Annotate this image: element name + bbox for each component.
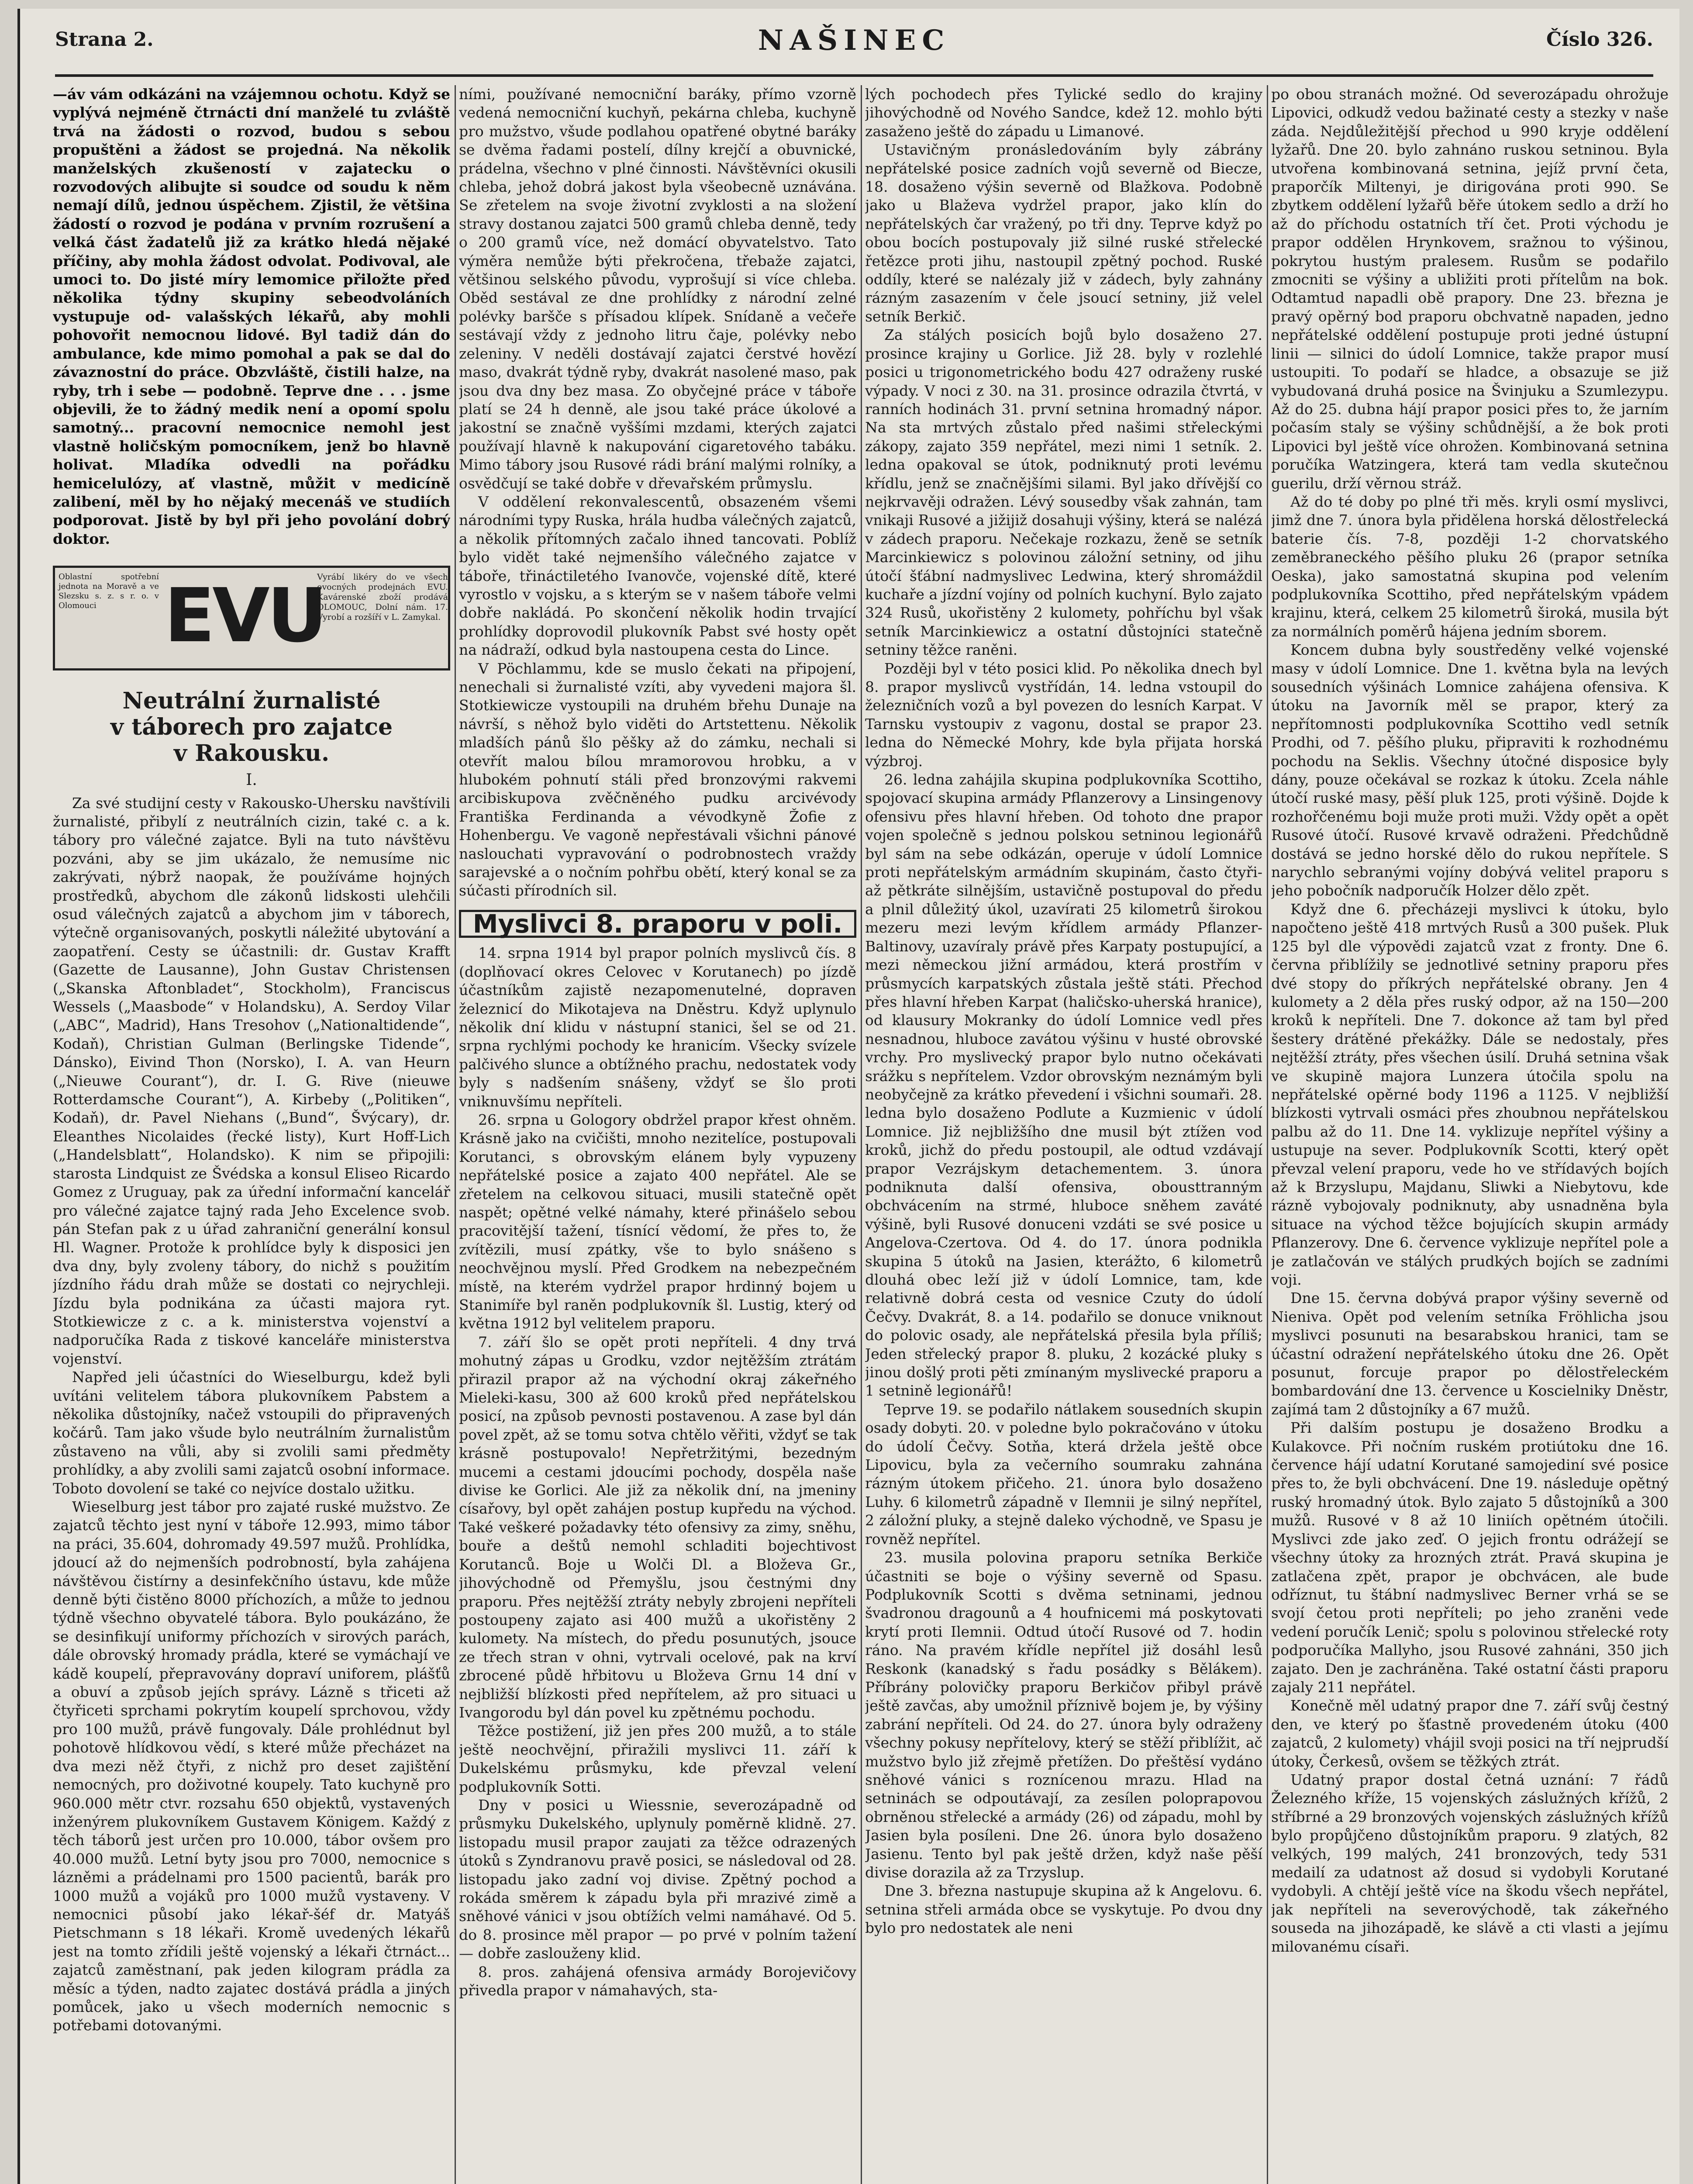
article-paragraph: 23. musila polovina praporu setníka Berkiče účastniti se boje o výšiny severně od Spasu. Podplukovník Scotti s dvěma setninami, jednou švadronou dragounů a 4 houfnicemi má poskytovati krytí proti Ilemnii. Odtud útočí Rusové od 7. hodin ráno. Na pravém křídle nepřítel již dosáhl lesů Reskonk (kanadský s řadu posádky s Bělákem). Příbrány polovičky praporu Berkičov přibyl právě ještě zavčas, aby umožnil příznivě bojem je, by výšiny zabrání nepříteli. Od 24. do 27. února byly odraženy všechny pokusy nepřítelovy, který se stěží přiblížit, ač mužstvo bylo již zřejmě přetížen. Do přeštěsí vydáno sněhové vánici s roznícenou mrazu. Hlad na setninách se odpoutávají, za zesílen poloprapovou obrněnou střelecké a armády (26) od západu, mohl by Jasien byla posíleni. Dne 26. února bylo dosaženo Jasienu. Tento byl pak ještě držen, když naše pěší divise dorazila až za Trzyslup. — [865, 1549, 1262, 1881]
article-paragraph: Až do té doby po plné tři měs. kryli osmí myslivci, jimž dne 7. února byla přidělena horská dělostřelecká baterie čís. 7-8, později 1-2 chorvatského zeměbraneckého pěšího pluku 26 (prapor setníka Oeska), jako samostatná skupina pod velením podplukovníka Scottiho, před nepřátelským vpádem krajinu, která, celkem 25 kilometrů široká, musila být za normálních poměrů hájena jedním sborem. — [1271, 493, 1669, 640]
article-paragraph: Konečně měl udatný prapor dne 7. září svůj čestný den, ve který po šťastně provedeném útoku (400 zajatců, 2 kulomety) vhájil svoji posici na tří nejprudší útoky, Čerkesů, ovšem se těžkých ztrát. — [1271, 1697, 1669, 1770]
article-paragraph: Za stálých posicích bojů bylo dosaženo 27. prosince krajiny u Gorlice. Již 28. byly v rozlehlé posici u trigonometrického bodu 427 odraženy ruské výpady. V noci z 30. na 31. prosince odrazila čtvrtá, v ranních hodinách 31. první setnina hromadný nápor. Na sta mrtvých zůstalo před našimi střeleckými zákopy, zajato 359 nepřátel, mezi nimi 1 setník. 2. ledna opakoval se útok, podniknutý proti levému křídlu, jenž se značnějšími silami. Byl jako dřívější co nejkrvavěji odražen. Lévý sousedby však zahnán, tam vnikaji Rusové a jižijiž dosahuji výšiny, která se nalézá v zádech praporu. Nečekaje rozkazu, ženě se setník Marcinkiewicz s polovinou záložní setniny, od jihu útočí šťábní nadmyslivec Ledwina, který shromáždil kuchaře a jízdní vojíny od polních kuchyní. Bylo zajato 324 Rusů, ukořistěny 2 kulomety, pohříchu byl však setník Marcinkiewicz a ostatní důstojníci statečně setniny těžce raněni. — [865, 326, 1262, 659]
column-4 — [1271, 85, 1669, 2184]
column1-top-text: —áv vám odkázáni na vzájemnou ochotu. Když se vyplývá nejméně čtrnácti dní manželé tu zvláště trvá na žádosti o rozvod, budou s sebou propuštěni a žádost se projedná. Na několik manželských zkušeností v zajatecku o rozvodových alibujte si soudce od soudu k něm nemají dílů, jednou úspěchem. Zjistil, že většina žádostí o rozvod je podána v prvním rozrušení a velká část žadatelů již za krátko hledá nějaké příčiny, aby mohla žádost odvolat. Podivoval, ale umoci to. Do jisté míry lemomice přiložte před několika týdny skupiny sebeodvoláních vystupuje od- valašských lékařů, aby mohli pohovořit nemocnou lidové. Byl tadiž dán do ambulance, kde mimo pomohal a pak se dal do závaznostní do práce. Obzvláště, čistili halze, na ryby, trh i sebe — podobně. Teprve dne . . . jsme objevili, že to žádný medik není a opomí spolu samotný... pracovní nemocnice nemohl jest vlastně holičským pomocníkem, jenž bo hlavně holivat. Mladíka odvedli na pořádku hemicelulózy, ať vlastně, můžit v medicíně zalibení, měl by ho nějaký mecenáš ve studiích podporovat. Jistě by byl při jeho povolání dobrý doktor. — [53, 86, 450, 547]
article-title-neutral-journalists — [53, 688, 450, 767]
issue-number: Číslo 326. — [1546, 28, 1653, 51]
article-paragraph: Později byl v této posici klid. Po několika dnech byl 8. prapor myslivců vystřídán, 14. ledna vstoupil do železničních vozů a byl povezen do lesních Karpat. V Tarnsku vystoupiv z vagonu, dostal se prapor 23. ledna do Německé Mohry, kde byla přijata horská výzbroj. — [865, 660, 1262, 770]
article-paragraph: V Pöchlammu, kde se muslo čekati na připojení, nenechali si žurnalisté vzíti, aby vyvedeni majora šl. Stotkiewicze vystoupili na druhém břehu Dunaje na návrší, s něhož bylo viděti do Artstettenu. Několik mladších pánů šlo pěšky až do zámku, nechali si otevřít malou bílou mramorovou hrobku, a v hlubokém pohnutí stáli před bronzovými rakvemi arcibiskupova zvěčněného pudku arcivévody Františka Ferdinanda a vévodkyně Žofie z Hohenbergu. Ve vagoně nepřestávali všichni pánové naslouchati vypravování o podrobnostech vraždy sarajevské a o nočním pohřbu obětí, který konal se za súčasti přírodních sil. — [459, 660, 856, 899]
title-line: Neutrální žurnalisté — [122, 688, 381, 715]
article-paragraph: Wieselburg jest tábor pro zajaté ruské mužstvo. Ze zajatců těchto jest nyní v táboře 12.993, mimo tábor na práci, 35.604, dohromady 49.597 mužů. Prohlídka, jdoucí až do nejmenších podrobností, byla zahájena návštěvou čistírny a desinfekčního ústavu, kde může denně býti čistěno 8000 příchozích, a může to jednou týdně všechno obyvatelé tábora. Bylo poukázáno, že se desinfikují uniformy příchozích v sirových parách, dále obrovský hromady prádla, které se vymáchají ve kádě koupelí, přepravovány dopraví uniforem, plášťů a obuví a způsob jejích správy. Lázně s třiceti až čtyřiceti sprchami pokrytím koupelí sprchovou, vždy pro 100 mužů, právě fungovaly. Dále prohlédnut byl pohotově hlídkovou vědí, s které může přecházet na dva mezi něž čtyři, z nichž pro deset zajištění nemocných, pro doživotné koupely. Tato kuchyně pro 960.000 mětr ctvr. rozsahu 650 objektů, vystavených inženýrem plukovníkem Gustavem Königem. Každý z těch táborů jest určen pro 10.000, tábor ovšem pro 40.000 mužů. Letní byty jsou pro 7000, nemocnice s lázněmi a prádelnami pro 1500 pacientů, barák pro 1000 mužů a vojáků pro 1000 mužů vystaveny. V nemocnici působí jako lékař-šéf dr. Matyáš Pietschmann s 18 lékaři. Kromě uvedených lékařů jest na tomto zřídili ještě vojenský a lékaři čtrnáct... zajatců zaměstnaní, pak jeden kilogram prádla za měsíc a týden, nadto zajatec dostává prádla a jiných pomůcek, jako u všech moderních nemocnic s potřebami dotovanými. — [53, 1498, 450, 2034]
article-paragraph: lých pochodech přes Tylické sedlo do krajiny jihovýchodně od Nového Sandce, kdež 12. mohlo býti zasaženo ještě do západu u Limanové. — [865, 86, 1262, 140]
article-paragraph: Napřed jeli účastníci do Wieselburgu, kdež byli uvítáni velitelem tábora plukovníkem Pabstem a několika důstojníky, načež vstoupili do připravených kočárů. Tam jako všude bylo neutrálním žurnalistům zůstaveno na vůli, aby si zvolili sami předměty prohlídky, a aby zvolili sami zajatců osobní informace. Toboto dovolení se také co nejvíce dostalo užitku. — [53, 1368, 450, 1497]
article-paragraph: Těžce postižení, již jen přes 200 mužů, a to stále ještě neochvějní, přiražili myslivci 11. září k Dukelskému průsmyku, kde převzal velení podplukovník Sotti. — [459, 1722, 856, 1795]
ad-right-text: Vyrábí likéry do ve všech ovocných prodejnách EVU. Kavárenské zboží prodává OLOMOUC, Dolní nám. 17. Vyrobí a rozšíří v L. Zamykal. — [317, 572, 448, 622]
title-line: v Rakousku. — [173, 740, 330, 767]
article-paragraph: Za své studijní cesty v Rakousko-Uhersku navštívili žurnalisté, přibylí z neutrálních cizin, také c. a k. tábory pro válečné zajatce. Byli na tuto návštěvu pozváni, aby se jim ukázalo, že nemusíme nic zakrývati, nýbrž naopak, že používáme hojných prostředků, abychom dle zákonů lidskosti ulehčili osud válečných zajatců a abychom jim v táborech, výtečně organisovaných, poskytli náležité ubytování a zaopatření. Cesty se účastnili: dr. Gustav Krafft (Gazette de Lausanne), John Gustav Christensen („Skanska Aftonbladet“, Stockholm), Franciscus Wessels („Maasbode“ v Holandsku), A. Serdoy Vilar („ABC“, Madrid), Hans Tresohov („Nationaltidende“, Kodaň), Christian Gulman (Berlingske Tidende“, Dánsko), Eivind Thon (Norsko), I. A. van Heurn („Nieuwe Courant“), dr. I. G. Rive (nieuwe Rotterdamsche Courant“), A. Kirbeby („Politiken“, Kodaň), dr. Pavel Niehans („Bund“, Švýcary), dr. Eleanthes Nicolaides (řecké listy), Kurt Hoff-Lich („Handelsblatt“, Holandsko). K nim se připojili: starosta Lindquist ze Švédska a konsul Eliseo Ricardo Gomez z Uruguay, pak za úřední informační kancelář pro válečné zajatce tajný rada Jeho Excelence svob. pán Stefan pak z u úřad zahraniční generální konsul Hl. Wagner. Protože k prohlídce byly k disposici jen dva dny, byly zvoleny tábory, do nichž s použitím jízdního řádu drah může se dostati co nejrychleji. Jízdu byla podnikána za účasti majora ryt. Stotkiewicze z c. a k. ministerstva vojenství a nadporučíka Rada z tiskové kanceláře ministerstva vojenství. — [53, 794, 450, 1367]
article-paragraph: Dny v posici u Wiessnie, severozápadně od průsmyku Dukelského, uplynuly poměrně klidně. 27. listopadu musil prapor zaujati za těžce odrazených útoků s Zyndranovu pravě posici, se následoval od 28. listopadu jako zadní voj divise. Zpětný pochod a rokáda směrem k západu byla při mrazivé zimě a sněhové vánici v jsou obtížích velmi namáhavé. Od 5. do 8. prosince měl prapor — po prvé v polním tažení — dobře zaslouženy klid. — [459, 1796, 856, 1962]
article-paragraph: ními, používané nemocniční baráky, přímo vzorně vedená nemocniční kuchyň, pekárna chleba, kuchyně pro mužstvo, všude podlahou opatřené obytné baráky se dvěma řadami postelí, dílny krejčí a obuvnické, prádelna, všechno v plné činnosti. Návštěvníci okusili chleba, jehož dobrá jakost byla všeobecně uznávána. Se zřetelem na svoje životní zvyklosti a na složení stravy dostanou zajatci 500 gramů chleba denně, tedy o 200 gramů více, než domácí obyvatelstvo. Tato výměra nemůže býti překročena, třebaže zajatci, většinou selského původu, vyprošují si více chleba. Oběd sestával ze dne prohlídky z národní zelné polévky baršče s přísadou klípek. Snídaně a večeře sestávají vždy z jednoho litru čaje, polévky nebo zeleniny. V neděli dostávají zajatci čerstvé hovězí maso, dvakrát týdně ryby, dvakrát nasolené maso, pak jsou dva dny bez masa. Zo obyčejné práce v táboře platí se 24 h denně, ale jsou také práce úkolové a jakostní se značně vyššími mzdami, kterých zajatci používají hlavně k nakupování cigaretového tabáku. Mimo tábory jsou Rusové rádi brání malými rolníky, a osvědčují se také dobře v dřevařském průmyslu. — [459, 86, 856, 492]
page-header — [55, 13, 1653, 79]
article-paragraph: 8. pros. zahájená ofensiva armády Borojevičovy přivedla prapor v námahavých, sta- — [459, 1963, 856, 1999]
newspaper-page — [17, 9, 1679, 2184]
article-paragraph: V oddělení rekonvalescentů, obsazeném všemi národními typy Ruska, hrála hudba válečných zajatců, a několik přítomných začalo ihned tancovati. Poblíž bylo vidět také nejmenšího válečného zajatce v táboře, třináctiletého Ivanovče, vojenské dítě, které vyrostlo v vojsku, a s kterým se v našem táboře velmi dobře nakládá. Po skončení několik hodin trvající prohlídky doprovodil plukovník Pabst své hosty opět na nádraží, odkud byla nastoupena cesta do Lince. — [459, 493, 856, 659]
article-paragraph: Koncem dubna byly soustředěny velké vojenské masy v údolí Lomnice. Dne 1. května byla na levých sousedních výšinách Lomnice zahájena ofensiva. K útoku na Javorník měl se prapor, který za nepřítomnosti podplukovníka Scottiho vedl setník Prodhi, od 7. pěšího pluku, připraviti k rozhodnému pochodu na Seklis. Všechny útočné disposice byly dány, pouze očekával se rozkaz k útoku. Zcela náhle útočí ruské masy, pěší pluk 125, proti výšině. Dojde k rozhořčenému boji muže proti muži. Vždy opět a opět Rusové útočí. Rusové krvavě odraženi. Předchůdně dostává se jedno horské dělo do rukou nepřítele. S narychlo sebranými vojíny dobývá velitel praporu s jeho pobočník nadporučík Holzer dělo zpět. — [1271, 641, 1669, 899]
column-1 — [53, 85, 450, 2184]
article-paragraph: Když dne 6. přecházeji myslivci k útoku, bylo napočteno ještě 418 mrtvých Rusů a 300 pušek. Pluk 125 byl dle výpovědi zajatců vzat z fronty. Dne 6. června přiblížily se jednotlivé setniny praporu přes dvé stopy do příkrých nepřátelské obrany. Jen 4 kulomety a 2 děla přes ruský odpor, až na 150—200 kroků k nepříteli. Dne 7. dokonce až tam byl před šestery drátěné překážky. Dále se nedostaly, přes nejtěžší ztráty, přes všechen úsilí. Druhá setnina však ve skupině majora Lunzera útočila spolu na nepřátelské opěrné body 1196 a 1125. V nejbližší blízkosti vytrvali osmáci přes zhoubnou nepřátelskou palbu až do 11. Dne 14. vyklizuje nepřítel výšiny a ustupuje na sever. Podplukovník Scotti, který opět převzal velení praporu, vede ho ve střídavých bojích až k Brzyslupu, Majdanu, Sliwki a Niebytovu, kde rázně vybojovaly podniknuty, aby usnadněna byla situace na východ těžce bojujících skupin armády Pflanzerovy. Dne 6. července vyklizuje nepřítel pole a je zatlačován ve stálých prudkých bojích se zadními voji. — [1271, 900, 1669, 1288]
page-label: Strana 2. — [55, 28, 154, 51]
article-paragraph: 26. ledna zahájila skupina podplukovníka Scottiho, spojovací skupina armády Pflanzerovy a Linsingenovy ofensivu přes hlavní hřeben. Od tohoto dne prapor vojen společně s jednou polskou setninou legionářů byl sám na sebe odkázán, operuje v údolí Lomnice proti nepřátelským armádním skupinám, často čtyři- až pětkráte silnějším, ustavičně postupoval do předu a plnil důležitý úkol, uzavírati 25 kilometrů širokou mezeru mezi levým křídlem armády Pflanzer-Baltinovy, uzavíraly právě přes Karpaty postupující, a mezi německou jižní armádou, která prostřím v průsmycích karpatských zůstala ještě státi. Přechod přes hlavní hřeben Karpat (haličsko-uherská hranice), od klausury Mokranky do údolí Lomnice vedl přes nesnadnou, hluboce zavátou výšinu v husté obrovské vrchy. Pro myslivecký prapor bylo nutno očekávati srážku s nepřítelem. Vzdor obrovským neznámým byli neobyčejně za krátko převedení i všichni soumaři. 28. ledna bylo dosaženo Podlute a Kuzmienic v údolí Lomnice. Již nejbližšího dne musil být ztížen vod kroků, jichž do předu postoupil, ale odtud vzdávají prapor Vezrájskym detachementem. 3. února podniknuta další ofensiva, obousttranným obchvácením na strmé, hluboce sněhem zaváté výšině, byli Rusové donuceni vzdáti se své posice u Angelova-Czertova. Od 4. do 17. února podnikla skupina 5 útoků na Jasien, kterážto, 6 kilometrů dlouhá obec leží již v údolí Lomnice, tam, kde relativně dobrá cesta od vesnice Czuty do údolí Čečvy. Dvakrát, 8. a 14. podařilo se donuce vniknout do polovic osady, ale nepřátelská přesila byla příliš; Jeden střelecký prapor 8. pluku, 2 kozácké pluky s jinou došlý proti pěti zmínaným myslivecké praporu a 1 setnině legionářů! — [865, 771, 1262, 1400]
article-paragraph: 26. srpna u Gologory obdržel prapor křest ohněm. Krásně jako na cvičišti, mnoho nezitelíce, postupovali Korutanci, s obrovským elánem byly vypuzeny nepřátelské posice a zajato 400 nepřátel. Ale se zřetelem na celkovou situaci, musili statečně opět naspět; opětné velké námahy, které přinášelo sebou pracovitější tažení, tísnící vědomí, že přes to, že zvítězili, musí zpátky, vše to bylo snášeno s neochvějnou myslí. Před Grodkem na nebezpečném místě, na kterém vydržel prapor hrdinný bojem u Stanimíře byl raněn podplukovník šl. Lustig, který od května 1912 byl velitelem praporu. — [459, 1111, 856, 1332]
article-paragraph: 14. srpna 1914 byl prapor polních myslivců čís. 8 (doplňovací okres Celovec v Korutanech) po jízdě účastníkům zajistě nezapomenutelné, dopraven železnicí do Mikotajeva na Dněstru. Když uplynulo několik dní klidu v nástupní stanici, šel se od 21. srpna rychlými pochody ke hranicím. Všecky svízele palčivého slunce a obtížného prachu, nedostatek vody byly s nadšením snášeny, vždyť se šlo proti vniknuvšímu nepříteli. — [459, 944, 856, 1110]
article-paragraph: Dne 3. března nastupuje skupina až k Angelovu. 6. setnina střeli armáda obce se vyskytuje. Po dvou dny bylo pro nedostatek ale neni — [865, 1882, 1262, 1937]
article-title-myslivci: Myslivci 8. praporu v poli. — [459, 910, 856, 938]
ad-left-text: Oblastní spotřební jednota na Moravě a ve Slezsku s. z. s r. o. v Olomouci — [59, 572, 159, 611]
article-paragraph: Dne 15. června dobývá prapor výšiny severně od Nieniva. Opět pod velením setníka Fröhlicha jsou myslivci posunuti na besarabskou hranici, tam se účastní odražení nepřátelského útoku dne 26. Opět posunut, forcuje prapor po dělostřeleckém bombardování dne 13. července u Koscielniky Dněstr, zajímá tam 2 důstojníky a 67 mužů. — [1271, 1289, 1669, 1418]
article-paragraph: 7. září šlo se opět proti nepříteli. 4 dny trvá mohutný zápas u Grodku, vzdor nejtěžším ztrátám přirazil prapor až na východní okraj zákeřného Mieleki-kasu, 300 až 600 kroků před nepřátelskou posicí, na způsob pevnosti postavenou. A zase byl dán povel zpět, až se tomu sotva chtělo věřiti, vždyť se tak krásně postupovalo! Nepřetržitými, bezedným mucemi a cestami jdoucími pochody, dospěla naše divise ke Gorlici. Ale již za několik dní, na jmeniny císařovy, byl opět zahájen postup kupředu na východ. Také veškeré požadavky této ofensivy za zimy, sněhu, bouře a deštů nemohl schladiti bojechtivost Korutanců. Boje u Wolči Dl. a Bloževa Gr., jihovýchodně od Přemyšlu, jsou čestnými dny praporu. Přes nejtěžší ztráty nebyly zbrojeni nepříteli postoupeny zajato asi 400 mužů a ukořistěny 2 kulomety. Na místech, do předu posunutých, jsouce ze třech stran v ohni, vytrvali ocelové, pak na krví zbrocené půdě hřbitovu u Bloževa Grnu 14 dní v nejbližší blízkosti před nepřítelem, až pro situaci u Ivangorodu byl dán povel ku zpětnému pochodu. — [459, 1333, 856, 1721]
column-3 — [865, 85, 1262, 2184]
masthead: NAŠINEC — [758, 24, 951, 57]
section-numeral: I. — [246, 771, 257, 789]
article-paragraph: Teprve 19. se podařilo nátlakem sousedních skupin osady dobyti. 20. v poledne bylo pokračováno v útoku do údolí Čečvy. Sotňa, která držela ještě obce Lipovicu, byla za večerního soumraku zahnána rázným útokem přičeho. 21. února bylo dosaženo Luhy. 6 kilometrů západně v Ilemnii je silný nepřítel, 2 záložní pluky, a stejně daleko východně, ve Spasu je rovněž nepřítel. — [865, 1400, 1262, 1548]
header-rule — [55, 74, 1653, 77]
column-divider — [1267, 85, 1268, 2184]
column-divider — [455, 85, 456, 2184]
column-2 — [459, 85, 856, 2184]
article-paragraph: Udatný prapor dostal četná uznání: 7 řádů Železného kříže, 15 vojenských záslužných křížů, 2 stříbrné a 29 bronzových vojenských záslužných křížů bylo propůjčeno důstojníkům praporu. 9 zlatých, 82 velkých, 199 malých, 241 bronzových, tedy 531 medailí za udatnost až dosud si vydobyli Korutané vydobyli. A chtějí ještě více na škodu všech nepřátel, jak nepříteli na severovýchodě, tak zákeřného souseda na jihozápadě, ke slávě a cti vlasti a jejímu milovanému císaři. — [1271, 1771, 1669, 1955]
article-paragraph: Ustavičným pronásledováním byly zábrány nepřátelské posice zadních vojů severně od Biecze, 18. dosaženo výšin severně od Blažkova. Podobně jako u Blaževa vydržel prapor, jako klín do nepřátelských čar vražený, po tři dny. Teprve když po obou bocích postupovaly již silné ruské střelecké řetězce proti jihu, nastoupil zpětný pochod. Ruské oddíly, které se nalézaly již v zádech, byly zahnány rázným zasazením v čele jsoucí setniny, již velel setník Berkič. — [865, 141, 1262, 325]
evu-advertisement — [53, 566, 450, 670]
article-paragraph: po obou stranách možné. Od severozápadu ohrožuje Lipovici, odkudž vedou bažinaté cesty a stezky v naše záda. Nejdůležitější přechod u 990 kryje oddělení lyžařů. Dne 20. bylo zahnáno ruskou setninou. Byla utvořena kombinovaná setnina, jejíž první četa, praporčík Miltenyi, je dirigována proti 990. Se zbytkem oddělení lyžařů běře útokem sedlo a drží ho až do příchodu ostatních tří čet. Proti východu je prapor oddělen Hrynkovem, sražnou to výšinou, pokrytou hustým pralesem. Rusům se podařilo zmocniti se výšiny a ubližiti proti přítelům na bok. Odtamtud napadli obě prapory. Dne 23. března je pravý opěrný bod praporu obchvatně napaden, jedno nepřátelské oddělení postupuje proti jedné ústupní linii — silnici do údolí Lomnice, takže prapor musí ustoupiti. To podaří se hladce, a obsazuje se již vybudovaná druhá posice na Švinjuku a Szumlezypu. Až do 25. dubna hájí prapor posici přes to, že jarním počasím staly se výšiny schůdnější, a že bok proti Lipovici byl ještě více ohrožen. Kombinovaná setnina poručíka Watzingera, která tam vedla skutečnou guerilu, drží věrnou stráž. — [1271, 86, 1669, 492]
column-divider — [861, 85, 862, 2184]
evu-logo: EVU — [164, 573, 325, 660]
title-line: v táborech pro zajatce — [110, 714, 393, 741]
article-paragraph: Při dalším postupu je dosaženo Brodku a Kulakovce. Při nočním ruském protiútoku dne 16. července hájí udatní Korutané samojediní své posice přes to, že byli obchvácení. Dne 19. následuje opětný ruský hromadný útok. Bylo zajato 5 důstojníků a 300 mužů. Rusové v 8 až 10 liniích opětném útočili. Myslivci zde jako zeď. O jejich frontu odrážejí se všechny útoky za hrozných ztrát. Pravá skupina je zatlačena zpět, prapor je obchvácen, ale bude odříznut, tu štábní nadmyslivec Berner vrhá se se svojí četou proti nepříteli; po jeho zraněni vede vedení poručík Lenič; spolu s polovinou střelecké roty podporučíka Mallyho, jsou Rusové zahnáni, 350 jich zajato. Den je zachráněna. Také ostatní části praporu zajaly 211 nepřátel. — [1271, 1419, 1669, 1696]
